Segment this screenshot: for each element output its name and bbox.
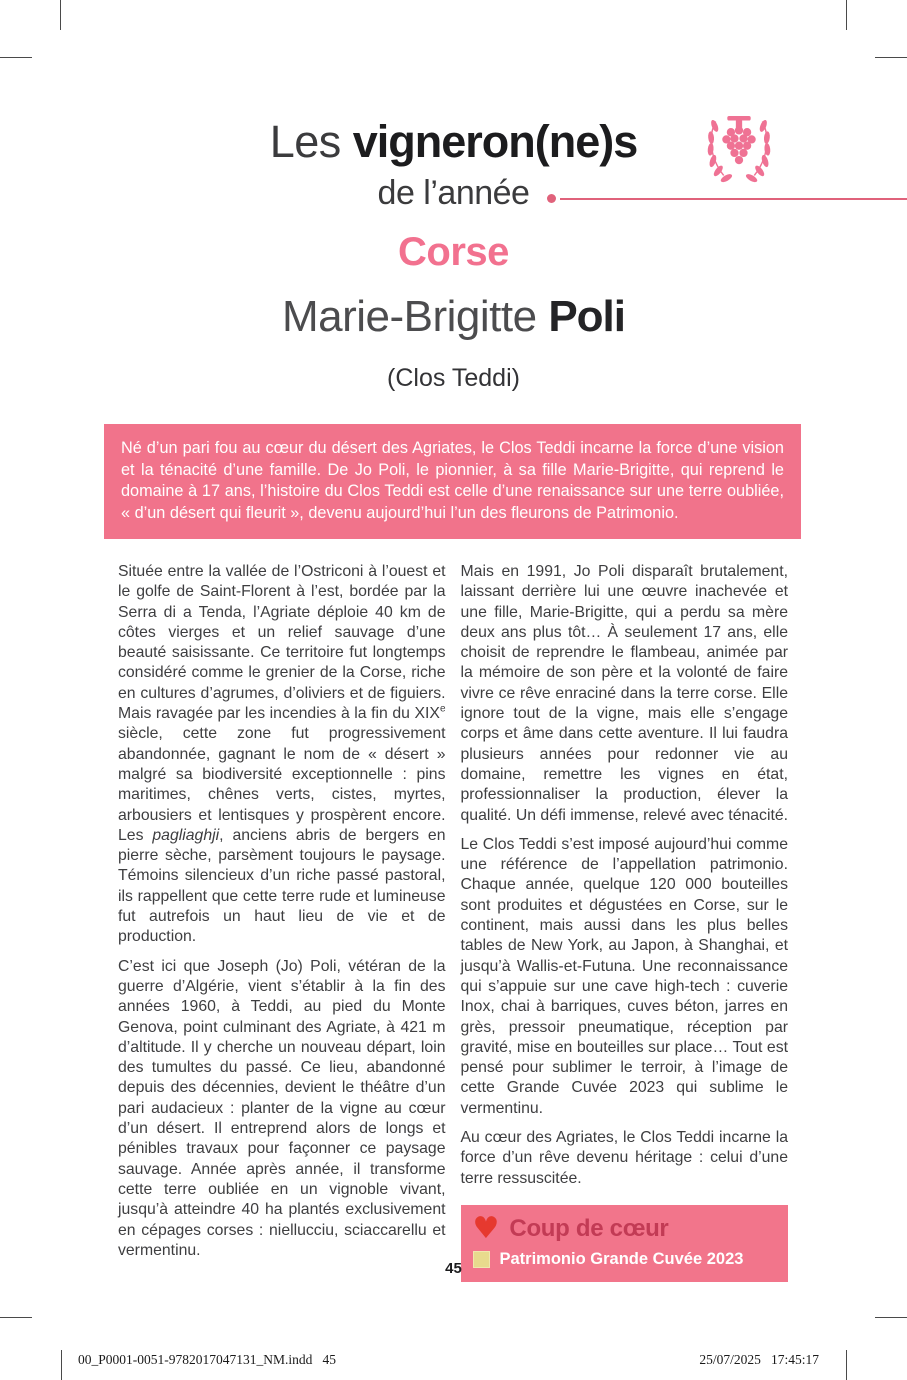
body-paragraph: Mais en 1991, Jo Poli disparaît brutalement, laissant derrière lui une œuvre inachevée et une fille, Marie-Brigitte, qui a perdu sa mère deux ans plus tôt… À seulement 17 ans, elle choisit de reprendre le flambeau, animée par la mémoire de son père et la volonté de faire vivre ce rêve enraciné dans la terre corse. Elle ignore tout de la vigne, mais elle s’engage corps et âme dans cette aventure. Il lui faudra plusieurs années pour redonner vie au domaine, remettre les vignes en état, professionnaliser la production, élever la qualité. Un défi immense, relevé avec ténacité.	[460, 563, 789, 824]
crop-mark	[61, 1350, 62, 1380]
body-paragraph: Au cœur des Agriates, le Clos Teddi incarne la force d’un rêve devenu héritage : celui d’une terre ressuscitée.	[460, 1129, 788, 1187]
crop-mark	[846, 1350, 847, 1380]
crop-mark	[846, 0, 847, 30]
column-left	[118, 562, 446, 1282]
crop-mark	[875, 57, 907, 58]
article-body	[118, 562, 788, 1282]
slug-timestamp: 25/07/2025 17:45:17	[699, 1352, 819, 1367]
region-title: Corse	[398, 230, 509, 274]
body-paragraph: Située entre la vallée de l’Ostriconi à l’ouest et le golfe de Saint-Florent à l’est, bordée par la Serra di a Tenda, l’Agriate déploie 40 km de côtes vierges et un relief sauvage d’une beauté saisissante. Ce territoire fut longtemps considéré comme le grenier de la Corse, riche en cultures d’agrumes, d’oliviers et de figuiers. Mais ravagée par les incendies à la fin du XIXe siècle, cette zone fut progressivement abandonnée, gagnant le nom de « désert » malgré sa biodiversité exceptionnelle : pins maritimes, chênes verts, cistes, myrtes, arbousiers et lentisques y prospèrent encore. Les pagliaghji, anciens abris de bergers en pierre sèche, parsèment toujours le paysage. Témoins silencieux d’un riche passé pastoral, ils rappellent que cette terre rude et lumineuse fut autrefois un haut lieu de vie et de production.	[118, 563, 446, 946]
crop-mark	[0, 57, 32, 58]
crop-mark	[875, 1317, 907, 1318]
slug-filename: 00_P0001-0051-9782017047131_NM.indd 45	[78, 1352, 337, 1367]
crop-mark	[60, 0, 61, 30]
winemaker-name	[0, 292, 907, 342]
body-paragraph: Le Clos Teddi s’est imposé aujourd’hui comme une référence de l’appellation patrimonio. Chaque année, quelque 120 000 bouteilles sont produites et dégustées en Corse, sur le continent, mais aussi dans les plus belles tables de New York, au Japon, à Shanghai, et jusqu’à Wallis-et-Futuna. Une reconnaissance qui s’appuie sur une cave high-tech : cuverie Inox, chai à barriques, cuves béton, jarres en grès, pressoir pneumatique, réception par gravité, mise en bouteilles sur place… Tout est pensé pour sublimer le terroir, à l’image de cette Grande Cuvée 2023 qui sublime le vermentinu.	[460, 835, 788, 1117]
estate-name: (Clos Teddi)	[387, 364, 520, 392]
page-title-bold: vigneron(ne)s	[352, 116, 638, 167]
wine-name: Patrimonio Grande Cuvée 2023	[499, 1249, 744, 1268]
intro-highlight-box: Né d’un pari fou au cœur du désert des Agriates, le Clos Teddi incarne la force d’une vision et la ténacité d’une famille. De Jo Poli, le pionnier, à sa fille Marie-Brigitte, qui reprend le domaine à 17 ans, l’histoire du Clos Teddi est celle d’une renaissance sur une terre oubliée, « d’un désert qui fleurit », devenu aujourd’hui l’un des fleurons de Patrimonio.	[104, 424, 801, 539]
accent-rule	[560, 198, 907, 200]
column-right	[461, 562, 789, 1282]
heart-icon: ♥	[472, 1210, 500, 1246]
page-subtitle: de l’année	[377, 174, 530, 212]
accent-dot-icon	[547, 194, 556, 203]
page-number: 45	[445, 1260, 462, 1277]
crop-mark	[0, 1317, 32, 1318]
winemaker-last-name: Poli	[548, 292, 626, 341]
coup-de-coeur-title: Coup de cœur	[509, 1214, 669, 1242]
coup-de-coeur-header	[472, 1210, 777, 1246]
body-paragraph: C’est ici que Joseph (Jo) Poli, vétéran de la guerre d’Algérie, vient s’établir à la fin des années 1960, à Teddi, au pied du Monte Genova, point culminant des Agriate, à 421 m d’altitude. Il y cherche un nouveau départ, loin des tumultes du passé. Ce lieu, abandonné depuis des décennies, devient le théâtre d’un pari audacieux : planter de la vigne au cœur d’un désert. Il entreprend alors de longs et pénibles travaux pour façonner ce paysage sauvage. Année après année, il transforme cette terre oubliée en un vignoble vivant, jusqu’à atteindre 40 ha plantés exclusivement en cépages corses : niellucciu, sciaccarellu et vermentinu.	[118, 957, 446, 1259]
page-title-regular: Les	[269, 116, 353, 167]
winemaker-first-name: Marie-Brigitte	[281, 292, 537, 341]
